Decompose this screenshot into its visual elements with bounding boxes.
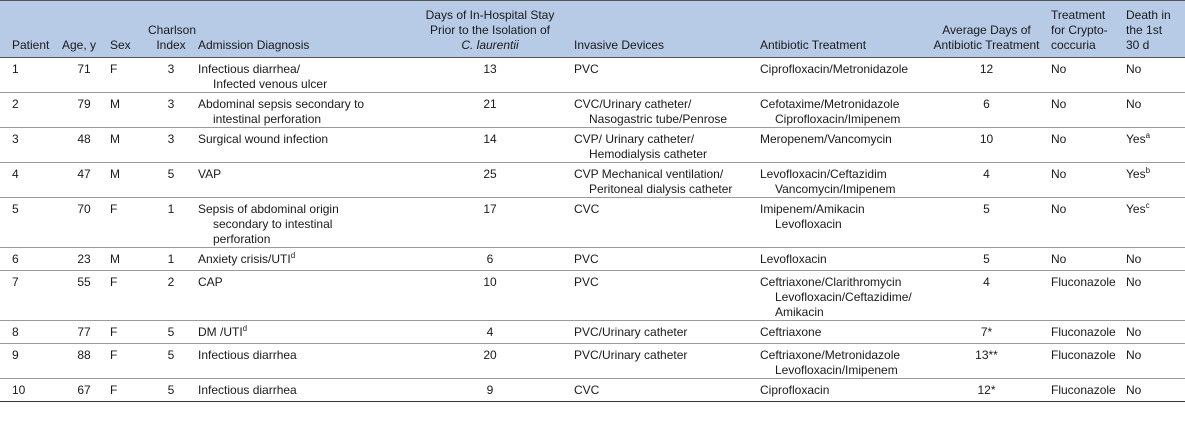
- cell-avg-days: 12: [924, 58, 1049, 93]
- cell-devices: [572, 198, 758, 248]
- cell-sex: M: [108, 163, 146, 198]
- cell-death-value: No: [1126, 252, 1142, 266]
- cell-patient: 8: [0, 321, 60, 344]
- cell-antibiotic-line: Ceftriaxone/Clarithromycin: [760, 275, 902, 289]
- cell-days-stay: 13: [408, 58, 572, 93]
- cell-treatment: No: [1049, 93, 1124, 128]
- col-header-days-stay: Days of In-Hospital Stay Prior to the Isolation of C. laurentii: [408, 1, 572, 58]
- cell-devices: [572, 93, 758, 128]
- cell-death: [1124, 58, 1185, 93]
- cell-death-value: Yes: [1126, 132, 1146, 146]
- table-row: [0, 93, 1185, 128]
- col-header-avg-days: Average Days of Antibiotic Treatment: [924, 1, 1049, 58]
- cell-age: 67: [60, 379, 108, 402]
- cell-avg-days: 10: [924, 128, 1049, 163]
- cell-antibiotic-line: Ceftriaxone: [760, 325, 822, 339]
- cell-patient: 4: [0, 163, 60, 198]
- table-row: [0, 271, 1185, 321]
- table-row: [0, 344, 1185, 379]
- cell-patient: 6: [0, 248, 60, 271]
- cell-patient: 5: [0, 198, 60, 248]
- cell-age: 88: [60, 344, 108, 379]
- table-body: [0, 58, 1185, 402]
- cell-diagnosis-line: secondary to intestinal: [213, 217, 333, 231]
- cell-antibiotic-line: Ceftriaxone/Metronidazole: [760, 348, 901, 362]
- cell-antibiotic-line: Levofloxacin: [760, 252, 827, 266]
- col-header-sex: Sex: [108, 1, 146, 58]
- cell-patient: 2: [0, 93, 60, 128]
- cell-antibiotic: [758, 93, 924, 128]
- cell-death-value: No: [1126, 62, 1142, 76]
- cell-diagnosis-line: DM /UTI$^d$: [198, 324, 248, 339]
- table-row: [0, 198, 1185, 248]
- table-row: [0, 58, 1185, 93]
- col-header-death: Death in the 1st 30 d: [1124, 1, 1185, 58]
- cell-antibiotic: [758, 344, 924, 379]
- cell-diagnosis: [196, 379, 408, 402]
- cell-death: [1124, 248, 1185, 271]
- cell-antibiotic-line: Vancomycin/Imipenem: [775, 182, 896, 196]
- cell-antibiotic: [758, 321, 924, 344]
- footnote-marker: a: [1145, 131, 1151, 140]
- cell-devices-line: Hemodialysis catheter: [589, 147, 708, 161]
- cell-avg-days: 6: [924, 93, 1049, 128]
- cell-avg-days: 7*: [924, 321, 1049, 344]
- cell-days-stay: 25: [408, 163, 572, 198]
- cell-devices-line: PVC: [574, 252, 599, 266]
- cell-treatment: No: [1049, 58, 1124, 93]
- header-row: [0, 1, 1185, 58]
- table-row: [0, 163, 1185, 198]
- cell-avg-days: 13**: [924, 344, 1049, 379]
- cell-sex: F: [108, 321, 146, 344]
- cell-treatment: Fluconazole: [1049, 379, 1124, 402]
- cell-death: [1124, 344, 1185, 379]
- cell-devices-line: CVC/Urinary catheter/: [574, 97, 692, 111]
- cell-devices-line: Peritoneal dialysis catheter: [589, 182, 733, 196]
- cell-antibiotic: [758, 58, 924, 93]
- cell-antibiotic-line: Levofloxacin/Ceftazidime/: [775, 290, 912, 304]
- cell-diagnosis: [196, 271, 408, 321]
- cell-devices-line: Nasogastric tube/Penrose: [589, 112, 728, 126]
- footnote-marker: d: [242, 324, 248, 333]
- cell-diagnosis-line: Infectious diarrhea: [198, 348, 297, 362]
- cell-diagnosis: [196, 321, 408, 344]
- cell-treatment: No: [1049, 248, 1124, 271]
- cell-age: 55: [60, 271, 108, 321]
- cell-antibiotic-line: Levofloxacin/Imipenem: [775, 363, 898, 377]
- cell-age: 77: [60, 321, 108, 344]
- cell-devices-line: CVP Mechanical ventilation/: [574, 167, 724, 181]
- cell-age: 23: [60, 248, 108, 271]
- cell-charlson: 3: [146, 58, 196, 93]
- cell-days-stay: 9: [408, 379, 572, 402]
- cell-devices: [572, 321, 758, 344]
- cell-sex: M: [108, 248, 146, 271]
- cell-charlson: 5: [146, 379, 196, 402]
- cell-devices-line: PVC/Urinary catheter: [574, 325, 688, 339]
- cell-treatment: Fluconazole: [1049, 344, 1124, 379]
- cell-patient: 3: [0, 128, 60, 163]
- cell-antibiotic: [758, 163, 924, 198]
- cell-antibiotic-line: Ciprofloxacin/Metronidazole: [760, 62, 909, 76]
- cell-days-stay: 14: [408, 128, 572, 163]
- cell-sex: F: [108, 58, 146, 93]
- cell-diagnosis: [196, 93, 408, 128]
- cell-antibiotic: [758, 379, 924, 402]
- cell-diagnosis-line: Infectious diarrhea: [198, 383, 297, 397]
- cell-treatment: No: [1049, 198, 1124, 248]
- cell-patient: 9: [0, 344, 60, 379]
- cell-devices: [572, 128, 758, 163]
- cell-age: 70: [60, 198, 108, 248]
- cell-antibiotic-line: Levofloxacin: [775, 217, 842, 231]
- cell-charlson: 3: [146, 93, 196, 128]
- cell-patient: 1: [0, 58, 60, 93]
- cell-antibiotic-line: Cefotaxime/Metronidazole: [760, 97, 900, 111]
- cell-sex: F: [108, 344, 146, 379]
- cell-sex: F: [108, 271, 146, 321]
- cell-devices: [572, 344, 758, 379]
- cell-avg-days: 12*: [924, 379, 1049, 402]
- cell-death: [1124, 198, 1185, 248]
- cell-devices-line: PVC: [574, 62, 599, 76]
- cell-death-value: No: [1126, 325, 1142, 339]
- cell-death-value: Yes: [1126, 202, 1146, 216]
- footnote-marker: b: [1145, 166, 1151, 175]
- footnote-marker: d: [290, 251, 296, 260]
- cell-death-value: No: [1126, 348, 1142, 362]
- cell-treatment: Fluconazole: [1049, 321, 1124, 344]
- cell-antibiotic: [758, 248, 924, 271]
- cell-days-stay: 6: [408, 248, 572, 271]
- cell-diagnosis-line: Abdominal sepsis secondary to: [198, 97, 365, 111]
- cell-diagnosis: [196, 248, 408, 271]
- cell-death: [1124, 379, 1185, 402]
- footnote-marker: c: [1145, 201, 1150, 210]
- cell-days-stay: 21: [408, 93, 572, 128]
- cell-charlson: 5: [146, 163, 196, 198]
- cell-death-value: No: [1126, 383, 1142, 397]
- cell-charlson: 5: [146, 321, 196, 344]
- cell-diagnosis-line: VAP: [198, 167, 222, 181]
- cell-avg-days: 5: [924, 198, 1049, 248]
- cell-devices: [572, 271, 758, 321]
- cell-age: 48: [60, 128, 108, 163]
- table-row: [0, 128, 1185, 163]
- cell-age: 47: [60, 163, 108, 198]
- col-header-diagnosis: Admission Diagnosis: [196, 1, 408, 58]
- cell-death: [1124, 128, 1185, 163]
- cell-days-stay: 10: [408, 271, 572, 321]
- col-header-devices: Invasive Devices: [572, 1, 758, 58]
- cell-diagnosis: [196, 128, 408, 163]
- cell-diagnosis: [196, 58, 408, 93]
- cell-age: 71: [60, 58, 108, 93]
- cell-devices: [572, 379, 758, 402]
- cell-treatment: No: [1049, 163, 1124, 198]
- cell-days-stay: 4: [408, 321, 572, 344]
- cell-patient: 7: [0, 271, 60, 321]
- cell-charlson: 1: [146, 198, 196, 248]
- cell-diagnosis-line: Infectious diarrhea/: [198, 62, 301, 76]
- cell-age: 79: [60, 93, 108, 128]
- cell-devices: [572, 248, 758, 271]
- cell-death-value: No: [1126, 275, 1142, 289]
- cell-death: [1124, 321, 1185, 344]
- table-row: [0, 379, 1185, 402]
- cell-diagnosis-line: Infected venous ulcer: [213, 77, 328, 91]
- cell-avg-days: 5: [924, 248, 1049, 271]
- cell-charlson: 1: [146, 248, 196, 271]
- cell-death: [1124, 93, 1185, 128]
- cell-antibiotic-line: Amikacin: [775, 305, 824, 319]
- cell-sex: M: [108, 128, 146, 163]
- table-row: [0, 321, 1185, 344]
- cell-charlson: 2: [146, 271, 196, 321]
- cell-sex: F: [108, 198, 146, 248]
- cell-antibiotic: [758, 271, 924, 321]
- cell-charlson: 3: [146, 128, 196, 163]
- cell-death-value: Yes: [1126, 167, 1146, 181]
- cell-death-value: No: [1126, 97, 1142, 111]
- cell-diagnosis: [196, 344, 408, 379]
- cell-diagnosis-line: CAP: [198, 275, 223, 289]
- cell-devices-line: PVC/Urinary catheter: [574, 348, 688, 362]
- cell-devices-line: CVP/ Urinary catheter/: [574, 132, 695, 146]
- cell-sex: M: [108, 93, 146, 128]
- cell-death: [1124, 271, 1185, 321]
- table-row: [0, 248, 1185, 271]
- cell-diagnosis-line: intestinal perforation: [213, 112, 322, 126]
- col-header-patient: Patient: [0, 1, 60, 58]
- cell-avg-days: 4: [924, 163, 1049, 198]
- cell-devices: [572, 58, 758, 93]
- cell-diagnosis-line: perforation: [213, 232, 271, 246]
- cell-diagnosis-line: Surgical wound infection: [198, 132, 329, 146]
- cell-days-stay: 17: [408, 198, 572, 248]
- cell-charlson: 5: [146, 344, 196, 379]
- col-header-charlson: Charlson Index: [146, 1, 196, 58]
- cell-diagnosis: [196, 198, 408, 248]
- cell-devices-line: CVC: [574, 202, 600, 216]
- cell-antibiotic-line: Meropenem/Vancomycin: [760, 132, 892, 146]
- cell-diagnosis: [196, 163, 408, 198]
- cell-diagnosis-line: Anxiety crisis/UTI$^d$: [198, 251, 296, 266]
- cell-devices: [572, 163, 758, 198]
- col-header-treatment: Treatment for Crypto- coccuria: [1049, 1, 1124, 58]
- cell-death: [1124, 163, 1185, 198]
- cell-antibiotic-line: Imipenem/Amikacin: [760, 202, 865, 216]
- cell-treatment: Fluconazole: [1049, 271, 1124, 321]
- cell-treatment: No: [1049, 128, 1124, 163]
- cell-devices-line: CVC: [574, 383, 600, 397]
- cell-antibiotic-line: Levofloxacin/Ceftazidim: [760, 167, 887, 181]
- cell-antibiotic-line: Ciprofloxacin: [760, 383, 830, 397]
- col-header-age: Age, y: [60, 1, 108, 58]
- cell-diagnosis-line: Sepsis of abdominal origin: [198, 202, 339, 216]
- cell-antibiotic-line: Ciprofloxacin/Imipenem: [775, 112, 901, 126]
- cell-antibiotic: [758, 198, 924, 248]
- col-header-antibiotic: Antibiotic Treatment: [758, 1, 924, 58]
- cell-days-stay: 20: [408, 344, 572, 379]
- cell-sex: F: [108, 379, 146, 402]
- cell-patient: 10: [0, 379, 60, 402]
- cell-avg-days: 4: [924, 271, 1049, 321]
- cell-devices-line: PVC: [574, 275, 599, 289]
- cell-antibiotic: [758, 128, 924, 163]
